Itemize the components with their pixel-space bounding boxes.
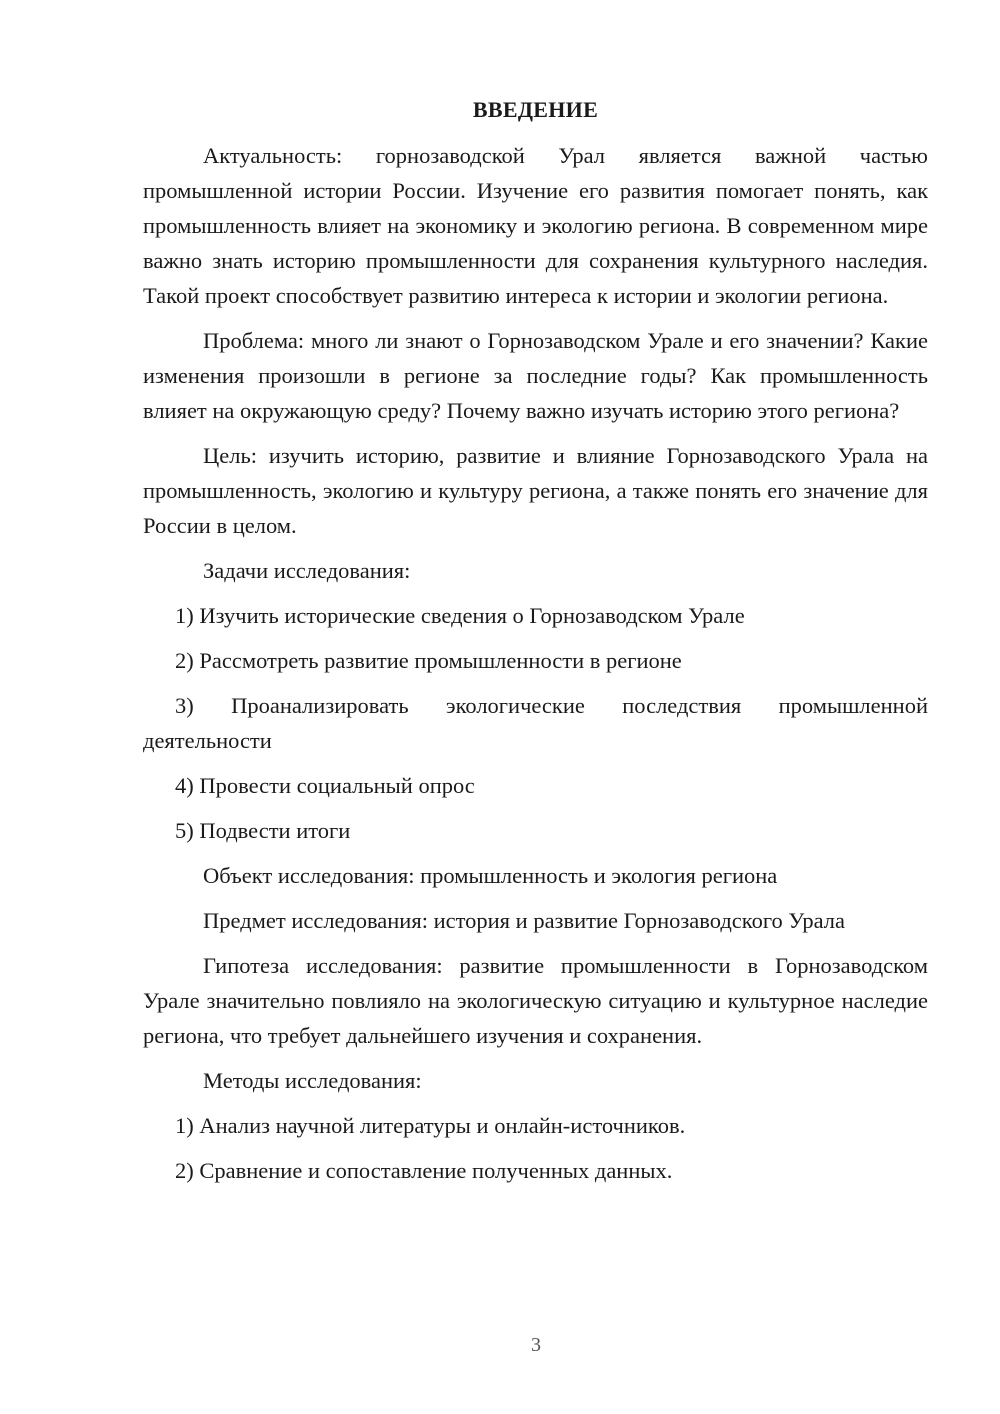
goal-paragraph: Цель: изучить историю, развитие и влияние Горнозаводского Урала на промышленность, экологию и культуру региона, а также понять его значение для России в целом. [143, 443, 928, 538]
task-item: 4) Провести социальный опрос [175, 773, 475, 798]
document-page [143, 95, 928, 1198]
page-number: 3 [531, 1334, 541, 1356]
method-item: 1) Анализ научной литературы и онлайн-источников. [175, 1113, 686, 1138]
section-title: ВВЕДЕНИЕ [472, 97, 599, 122]
task-item: 2) Рассмотреть развитие промышленности в регионе [175, 648, 682, 673]
research-object: Объект исследования: промышленность и экология региона [203, 863, 778, 888]
method-item: 2) Сравнение и сопоставление полученных данных. [175, 1158, 673, 1183]
task-item: 5) Подвести итоги [175, 818, 351, 843]
problem-paragraph: Проблема: много ли знают о Горнозаводском Урале и его значении? Какие изменения произошли в регионе за последние годы? Как промышленность влияет на окружающую среду? Почему важно изучать историю этого региона? [143, 328, 928, 423]
methods-heading: Методы исследования: [203, 1068, 422, 1093]
hypothesis-paragraph: Гипотеза исследования: развитие промышленности в Горнозаводском Урале значительно повлияло на экологическую ситуацию и культурное наследие региона, что требует дальнейшего изучения и сохранения. [143, 953, 928, 1048]
research-subject: Предмет исследования: история и развитие Горнозаводского Урала [203, 908, 845, 933]
relevance-paragraph: Актуальность: горнозаводской Урал является важной частью промышленной истории России. Изучение его развития помогает понять, как промышленность влияет на экономику и экологию региона. В современном мире важно знать историю промышленности для сохранения культурного наследия. Такой проект способствует развитию интереса к истории и экологии региона. [143, 143, 928, 308]
task-item: 1) Изучить исторические сведения о Горнозаводском Урале [175, 603, 745, 628]
tasks-heading: Задачи исследования: [203, 558, 411, 583]
task-item: 3) Проанализировать экологические последствия промышленной деятельности [143, 693, 928, 753]
